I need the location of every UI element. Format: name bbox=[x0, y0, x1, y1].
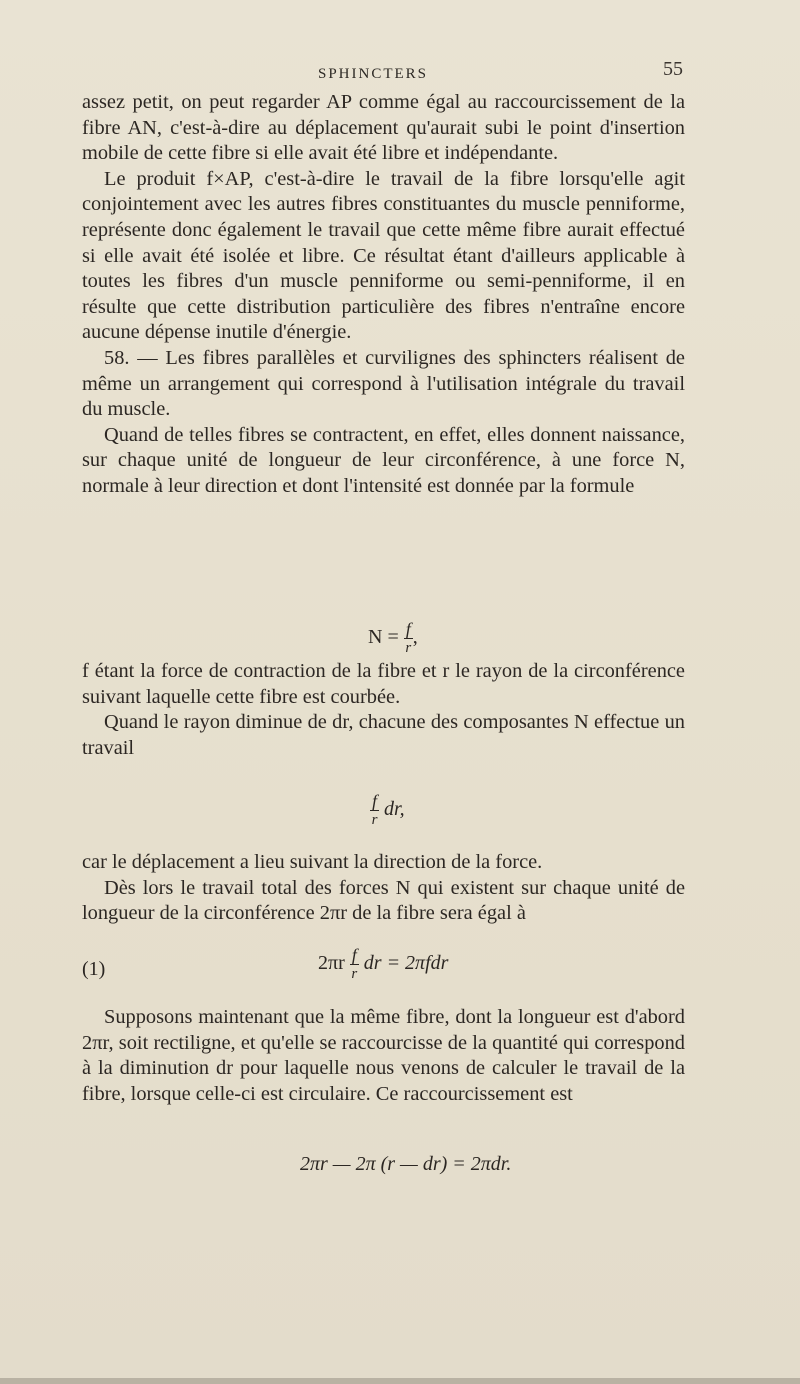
page-bottom-edge bbox=[0, 1378, 800, 1384]
paragraph-5: f étant la force de contraction de la fibre et r le rayon de la circonférence suivant laquelle cette fibre est courbée. bbox=[82, 660, 685, 708]
formula-work bbox=[370, 792, 405, 829]
paragraph-6: Quand le rayon diminue de dr, chacune des composantes N effectue un travail bbox=[82, 711, 685, 759]
formula-1-fraction bbox=[404, 620, 413, 657]
formula-3-rhs: dr = 2πfdr bbox=[363, 952, 449, 975]
running-header bbox=[0, 58, 800, 88]
formula-1-tail: , bbox=[412, 626, 418, 649]
formula-3-fraction bbox=[350, 946, 359, 983]
equation-label: (1) bbox=[82, 958, 106, 980]
formula-2-denominator: r bbox=[371, 812, 378, 828]
formula-1-lhs: N = bbox=[368, 626, 399, 649]
formula-shortening: 2πr — 2π (r — dr) = 2πdr. bbox=[300, 1153, 512, 1175]
text-block-upper bbox=[82, 90, 685, 500]
paragraph-1: assez petit, on peut regarder AP comme égal au raccourcissement de la fibre AN, c'est-à-dire au déplacement qu'aurait subi le point d'insertion mobile de cette fibre si elle avait été libre et indépendante. bbox=[82, 91, 685, 165]
paragraph-7: car le déplacement a lieu suivant la direction de la force. bbox=[82, 851, 543, 873]
text-block-middle bbox=[82, 659, 685, 761]
page-number: 55 bbox=[663, 58, 683, 80]
formula-3-denominator: r bbox=[351, 966, 358, 982]
paragraph-9: Supposons maintenant que la même fibre, dont la longueur est d'abord 2πr, soit rectiligne, et qu'elle se raccourcisse de la quantité qui correspond à la diminution dr pour laquelle nous venons de calculer le travail de la fibre, lorsque celle-ci est circulaire. Ce raccourcissement est bbox=[82, 1006, 685, 1105]
text-block-bottom bbox=[82, 1005, 685, 1107]
paragraph-8: Dès lors le travail total des forces N qui existent sur chaque unité de longueur de la circonférence 2πr de la fibre sera égal à bbox=[82, 876, 685, 925]
formula-2-fraction bbox=[370, 792, 379, 829]
text-block-lower bbox=[82, 850, 685, 927]
formula-1-denominator: r bbox=[405, 640, 412, 656]
paragraph-2: Le produit f×AP, c'est-à-dire le travail de la fibre lorsqu'elle agit conjointement avec les autres fibres constituantes du muscle penniforme, représente donc également le travail que cette même fibre aurait effectué si elle avait été isolée et libre. Ce résultat étant d'ailleurs applicable à toutes les fibres d'un muscle penniforme ou semi-penniforme, il en résulte que cette distribution particulière des fibres n'entraîne encore aucune dépense inutile d'énergie. bbox=[82, 167, 685, 344]
formula-1-numerator: f bbox=[405, 619, 411, 639]
formula-2-tail: dr, bbox=[384, 798, 405, 821]
formula-3-numerator: f bbox=[351, 945, 357, 965]
running-title: SPHINCTERS bbox=[318, 66, 429, 82]
formula-3-lhs: 2πr bbox=[318, 952, 345, 975]
paragraph-4: Quand de telles fibres se contractent, en effet, elles donnent naissance, sur chaque unité de longueur de leur circonférence, à une force N, normale à leur direction et dont l'intensité est donnée par la formule bbox=[82, 423, 685, 497]
formula-total-work bbox=[318, 946, 448, 983]
formula-2-numerator: f bbox=[372, 791, 378, 811]
paragraph-3: 58. — Les fibres parallèles et curvilignes des sphincters réalisent de même un arrangement qui correspond à l'utilisation intégrale du travail du muscle. bbox=[82, 346, 685, 421]
formula-normal-force bbox=[368, 620, 418, 657]
